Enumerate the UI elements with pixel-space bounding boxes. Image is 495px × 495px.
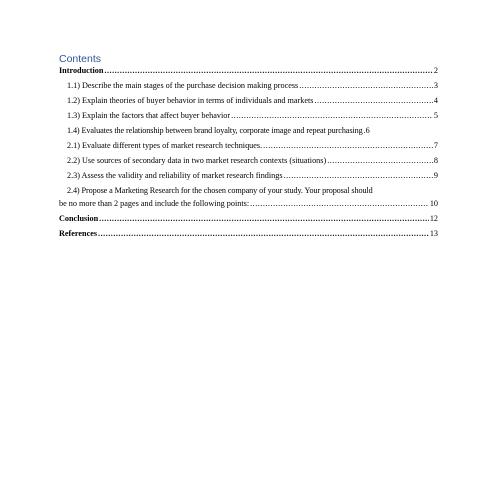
dot-leader bbox=[98, 229, 429, 239]
toc-entry-label: 1.3) Explain the factors that affect buyer behavior bbox=[67, 111, 231, 120]
toc-entry-label: Introduction bbox=[59, 66, 104, 75]
dot-leader bbox=[364, 126, 365, 136]
toc-entry-1-4[interactable] bbox=[59, 126, 438, 136]
toc-entry-label: 1.4) Evaluates the relationship between brand loyalty, corporate image and repeat purchasing bbox=[67, 126, 363, 135]
toc-entry-label-line1: 2.4) Propose a Marketing Research for the chosen company of your study. Your proposal should bbox=[67, 186, 373, 195]
dot-leader bbox=[231, 111, 433, 121]
dot-leader bbox=[104, 66, 432, 76]
toc-entry-1-3[interactable] bbox=[59, 111, 438, 121]
toc-entry-references[interactable] bbox=[59, 229, 438, 239]
dot-leader bbox=[263, 141, 433, 151]
toc-page-number: 2 bbox=[433, 66, 438, 75]
toc-page-number: 9 bbox=[433, 171, 438, 180]
toc-page-number: 10 bbox=[429, 199, 438, 208]
toc-entry-label: 2.3) Assess the validity and reliability of market research findings bbox=[67, 171, 283, 180]
toc-page-number: 6 bbox=[365, 126, 370, 135]
toc-page-number: 7 bbox=[433, 141, 438, 150]
toc-entry-1-1[interactable] bbox=[59, 81, 438, 91]
toc-page-number: 3 bbox=[433, 81, 438, 90]
dot-leader bbox=[314, 96, 432, 106]
toc-entry-conclusion[interactable] bbox=[59, 214, 438, 224]
toc-page-number: 5 bbox=[433, 111, 438, 120]
table-of-contents bbox=[59, 66, 438, 239]
toc-page-number: 8 bbox=[433, 156, 438, 165]
toc-entry-label: Conclusion bbox=[59, 214, 99, 223]
toc-entry-label: 1.2) Explain theories of buyer behavior in terms of individuals and markets bbox=[67, 96, 314, 105]
toc-page-number: 12 bbox=[429, 214, 438, 223]
toc-entry-label: References bbox=[59, 229, 98, 238]
toc-entry-label: be no more than 2 pages and include the following points: bbox=[59, 199, 250, 208]
toc-page-number: 13 bbox=[429, 229, 438, 238]
toc-entry-2-2[interactable] bbox=[59, 156, 438, 166]
toc-entry-2-4[interactable] bbox=[59, 186, 438, 209]
dot-leader bbox=[284, 171, 433, 181]
toc-entry-1-2[interactable] bbox=[59, 96, 438, 106]
toc-entry-line2 bbox=[59, 199, 438, 209]
toc-entry-2-1[interactable] bbox=[59, 141, 438, 151]
dot-leader bbox=[327, 156, 433, 166]
toc-entry-label: 2.2) Use sources of secondary data in two market research contexts (situations) bbox=[67, 156, 327, 165]
dot-leader bbox=[299, 81, 433, 91]
toc-page-number: 4 bbox=[433, 96, 438, 105]
toc-heading: Contents bbox=[59, 53, 102, 65]
toc-entry-introduction[interactable] bbox=[59, 66, 438, 76]
toc-entry-2-3[interactable] bbox=[59, 171, 438, 181]
dot-leader bbox=[250, 199, 429, 209]
toc-entry-label: 2.1) Evaluate different types of market research techniques. bbox=[67, 141, 263, 150]
toc-entry-label: 1.1) Describe the main stages of the purchase decision making process bbox=[67, 81, 299, 90]
dot-leader bbox=[99, 214, 429, 224]
